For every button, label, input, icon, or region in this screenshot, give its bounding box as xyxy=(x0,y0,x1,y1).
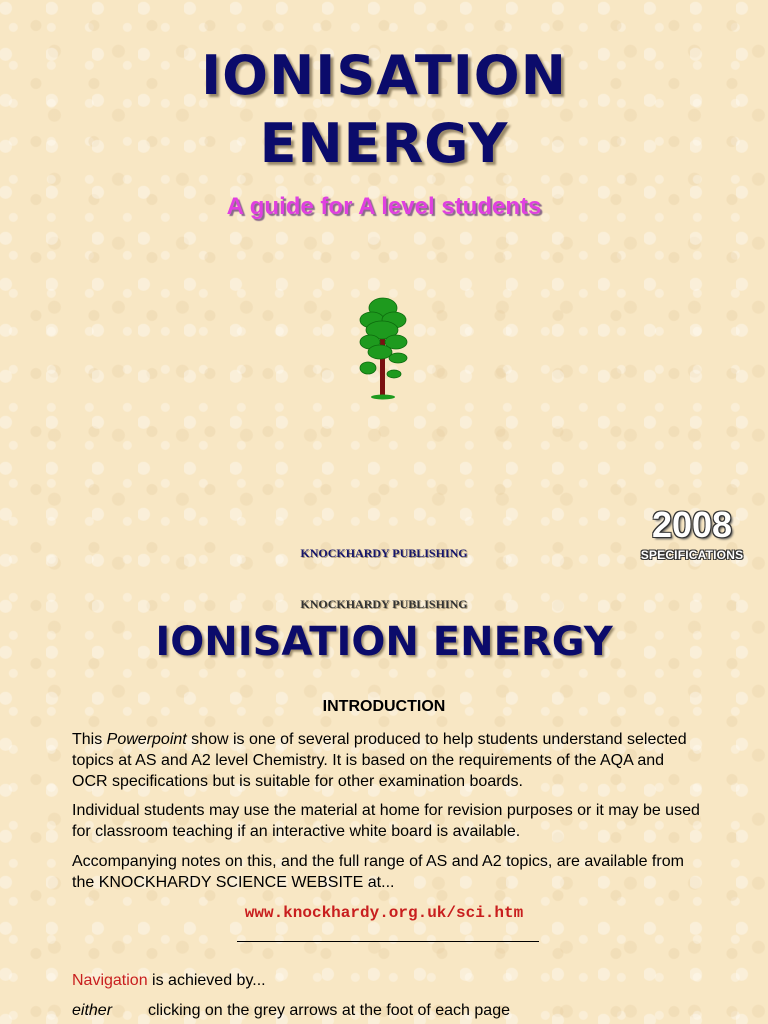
navigation-line xyxy=(72,972,266,990)
website-link[interactable]: www.knockhardy.org.uk/sci.htm xyxy=(244,904,524,922)
title-line-2: ENERGY xyxy=(259,112,509,175)
specifications-label: SPECIFICATIONS xyxy=(640,548,744,562)
introduction-heading: INTRODUCTION xyxy=(322,698,446,715)
p1-emphasis: Powerpoint xyxy=(106,731,187,748)
divider xyxy=(237,941,539,942)
publisher-name-2: KNOCKHARDY PUBLISHING xyxy=(300,597,468,611)
p1-after: show is one of several produced to help students understand selected topics at AS and A2 level Chemistry. It is based on the requirements of the AQA and OCR specifications but is suitable for other examination boards. xyxy=(72,731,687,790)
intro-paragraph-2: Individual students may use the material at home for revision purposes or it may be used for classroom teaching if an interactive white board is available. xyxy=(72,802,700,840)
either-line xyxy=(72,1002,510,1020)
either-text: clicking on the grey arrows at the foot of each page xyxy=(148,1002,510,1019)
navigation-rest: is achieved by... xyxy=(147,972,266,989)
navigation-word: Navigation xyxy=(72,972,148,989)
publisher-name: KNOCKHARDY PUBLISHING xyxy=(300,546,468,560)
either-label: either xyxy=(72,1002,113,1019)
slide-title: IONISATION ENERGY xyxy=(155,619,613,665)
title-line-1: IONISATION xyxy=(201,44,567,107)
subtitle: A guide for A level students xyxy=(226,193,542,220)
intro-paragraph-1 xyxy=(72,729,702,792)
tree-icon xyxy=(354,296,412,402)
intro-paragraph-3: Accompanying notes on this, and the full range of AS and A2 topics, are available from the KNOCKHARDY SCIENCE WEBSITE at... xyxy=(72,853,684,891)
p1-before: This xyxy=(72,731,107,748)
year-badge: 2008 xyxy=(651,504,733,545)
